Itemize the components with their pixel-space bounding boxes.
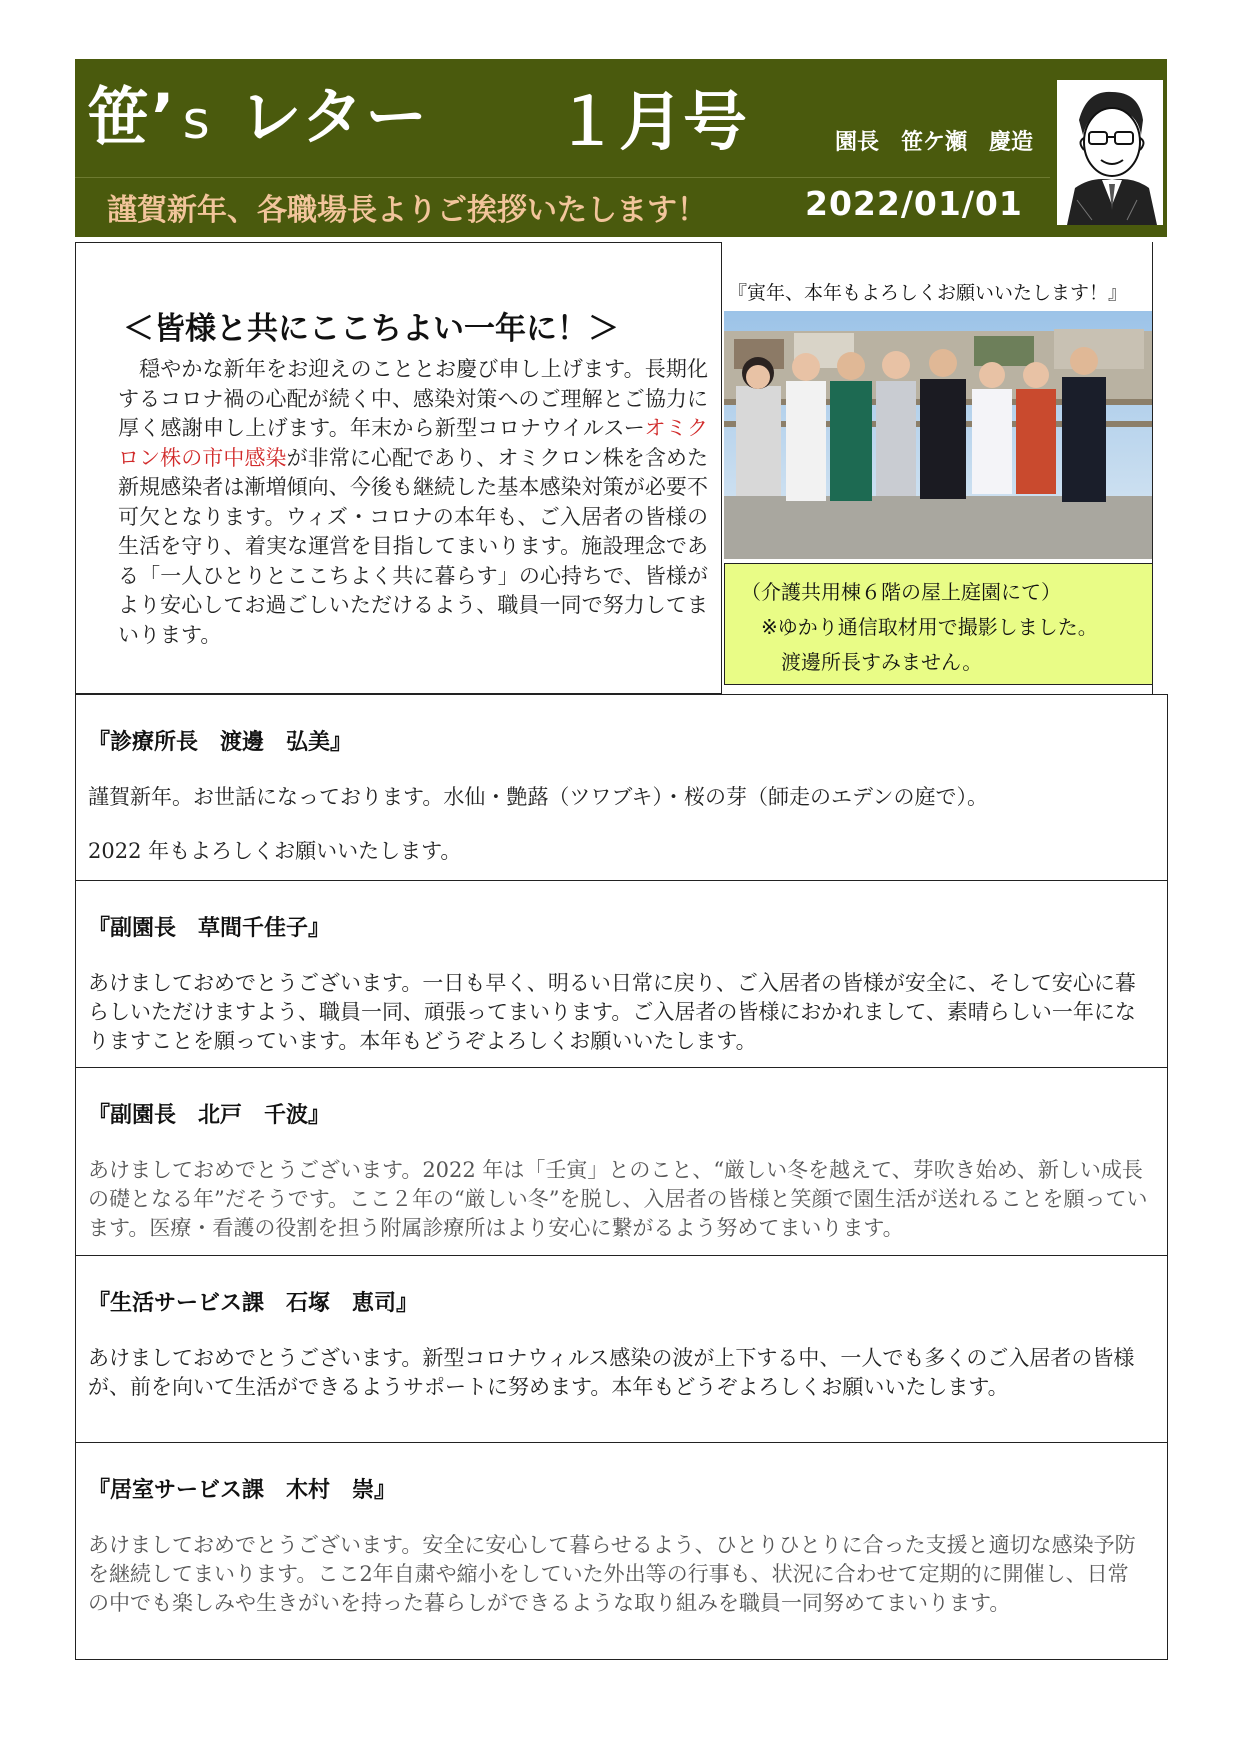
photo-note-line-2: ※ゆかり通信取材用で撮影しました。: [761, 615, 1098, 639]
intro-body: [118, 355, 708, 650]
staff-group-photo: [724, 311, 1152, 559]
header-divider: [75, 177, 1050, 178]
message-section-vice-director-kitado: [75, 1067, 1168, 1256]
section-title: 『居室サービス課 木村 崇』: [88, 1478, 397, 1503]
intro-box: [75, 242, 722, 694]
intro-text-highlight: オミクロン株の市中感染: [118, 416, 709, 470]
section-title: 『副園長 草間千佳子』: [88, 916, 331, 941]
photo-note-line-1: （介護共用棟６階の屋上庭園にて）: [741, 580, 1061, 604]
author-name: 園長 笹ケ瀬 慶造: [835, 130, 1034, 155]
title-sub: s: [182, 91, 212, 151]
section-text: 2022 年もよろしくお願いいたします。: [88, 839, 462, 863]
headline: 謹賀新年、各職場長よりご挨拶いたします！: [107, 193, 707, 228]
message-section-vice-director-kusama: [75, 880, 1168, 1068]
intro-text-2: が非常に心配であり、オミクロン株を含めた新規感染者は漸増傾向、今後も継続した基本感染対策が必要不可欠となります。ウィズ・コロナの本年も、ご入居者の皆様の生活を守り、着実な運営を目指してまいります。施設理念である「一人ひとりとここちよく共に暮らす」の心持ちで、皆様がより安心してお過ごしいただけるよう、職員一同で努力してまいります。: [118, 445, 708, 647]
section-title: 『診療所長 渡邊 弘美』: [88, 730, 353, 755]
title-rest: レター: [239, 80, 430, 153]
photo-caption: 『寅年、本年もよろしくお願いいたします！』: [728, 282, 1128, 304]
newsletter-header: [75, 59, 1167, 237]
title-main: 笹’: [87, 80, 177, 153]
section-text: あけましておめでとうございます。新型コロナウィルス感染の波が上下する中、一人でも多くのご入居者の皆様が、前を向いて生活ができるようサポートに努めます。本年もどうぞよろしくお願いいたします。: [88, 1346, 1135, 1399]
issue-date: 2022/01/01: [805, 184, 1023, 223]
section-text: あけましておめでとうございます。一日も早く、明るい日常に戻り、ご入居者の皆様が安全に、そして安心に暮らしいただけますよう、職員一同、頑張ってまいります。ご入居者の皆様におかれまして、素晴らしい一年になりますことを願っています。本年もどうぞよろしくお願いいたします。: [88, 971, 1136, 1053]
message-section-room-service: [75, 1442, 1168, 1660]
photo-note-line-3: 渡邊所長すみません。: [781, 650, 983, 674]
issue-label: １月号: [555, 86, 747, 160]
section-text: あけましておめでとうございます。2022 年は「壬寅」とのこと、“厳しい冬を越えて、芽吹き始め、新しい成長の礎となる年”だそうです。ここ２年の“厳しい冬”を脱し、入居者の皆様と笑顔で園生活が送れることを願っています。医療・看護の役割を担う附属診療所はより安心に繋がるよう努めてまいります。: [88, 1158, 1148, 1240]
message-section-life-service: [75, 1255, 1168, 1443]
intro-heading: ＜皆様と共にここちよい一年に！＞: [123, 311, 619, 347]
photo-note-box: [724, 563, 1153, 685]
message-section-clinic: [75, 694, 1168, 881]
section-text: 謹賀新年。お世話になっております。水仙・艶蕗（ツワブキ）・桜の芽（師走のエデンの庭で）。: [88, 785, 989, 809]
intro-text-1: 穏やかな新年をお迎えのこととお慶び申し上げます。長期化するコロナ禍の心配が続く中、感染対策へのご理解とご協力に厚く感謝申し上げます。年末から新型コロナウイルスー: [118, 357, 708, 440]
section-text: あけましておめでとうございます。安全に安心して暮らせるよう、ひとりひとりに合った支援と適切な感染予防を継続してまいります。ここ2年自粛や縮小をしていた外出等の行事も、状況に合わせて定期的に開催し、日常の中でも楽しみや生きがいを持った暮らしができるような取り組みを職員一同努めてまいります。: [88, 1533, 1136, 1615]
section-title: 『生活サービス課 石塚 恵司』: [88, 1291, 419, 1316]
section-title: 『副園長 北戸 千波』: [88, 1103, 331, 1128]
director-portrait-illustration: [1057, 80, 1163, 225]
newsletter-title: [87, 77, 429, 161]
